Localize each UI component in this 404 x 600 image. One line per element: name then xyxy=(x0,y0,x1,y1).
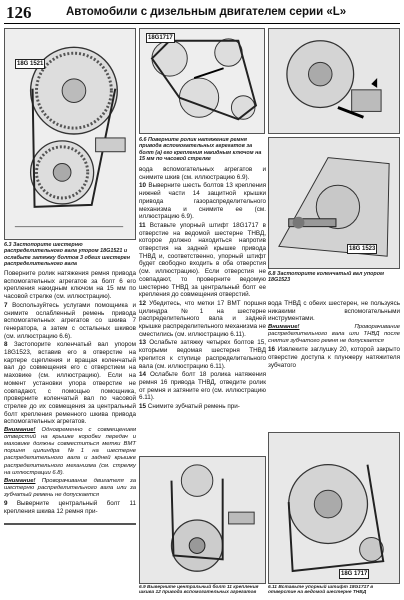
paragraph-6-cont: Поверните ролик натяжения ремня привода вспомогательных агрегатов за болт 6 его крепления накидным ключом на 15 мм по часовой стрелке (см. иллюстрацию). xyxy=(4,270,136,301)
column-1-text xyxy=(4,270,136,516)
paragraph-8: 8 Застопорите коленчатый вал упором 18G1523, вставив его в отверстие на картере сцепления и вращая коленчатый вал до совмещения его с отверстием на маховике (см. иллюстрацию). Если на момент установки упора отверстие не совпадают, с помощью помощника, проверните коленчатый вал по часовой стрелке до их совмещения за центральный болт крепления ременного шкива привода вспомогательных агрегатов. xyxy=(4,341,137,426)
warning-3: Внимание! Проворачивание распределительного вала или ТНВД после снятия зубчатого ремня не допускается xyxy=(268,324,400,345)
paragraph-9-cont: вода вспомогательных агрегатов и снимите шкив (см. иллюстрацию 6.9). xyxy=(139,166,266,181)
paragraph-13: 13 Ослабьте затяжку четырех болтов 15, которыми ведомая шестерня ТНВД крепится к ступице распределительного вала (см. иллюстрацию 6.11). xyxy=(139,339,267,370)
paragraph-14: 14 Ослабьте болт 18 ролика натяжения ремня 16 привода ТНВД, отведите ролик от ремня и затяните его (см. иллюстрацию 6.11). xyxy=(139,371,267,402)
figure-6-8 xyxy=(268,137,400,269)
paragraph-16: 16 Извлеките заглушку 20, которой закрыто отверстие доступа к плунжеру натяжителя зубчатого xyxy=(268,346,400,369)
figure-6-8-caption: 6.8 Застопорите коленчатый вал упором 18G1523 xyxy=(268,271,385,284)
figure-6-11-tool-tag: 18G 1717 xyxy=(341,571,368,577)
figure-6-11-drawing xyxy=(269,433,399,583)
page-number: 126 xyxy=(6,3,32,22)
figure-6-6 xyxy=(139,28,265,134)
warning-2: Внимание! Проворачивание двигателя за шестерню распределительного вала или за зубчатый ремень не допускается xyxy=(4,477,136,498)
figure-6-9-drawing xyxy=(140,457,265,583)
figure-6-6-drawing xyxy=(140,29,264,133)
page-header xyxy=(4,2,400,24)
running-title: Автомобили с дизельным двигателем серии «L» xyxy=(66,6,347,18)
figure-6-8-drawing xyxy=(269,138,399,268)
paragraph-11: 11 Вставьте упорный штифт 18G1717 в отверстие на ведомой шестерне ТНВД, которое должно находиться напротив отверстия на задней крышке привода ТНВД и, соответственно, упорный штифт будет свободно входить в оба отверстия (см. иллюстрацию). Если отверстия не совпадают, то проверните ведомую шестерню ТНВД за центральный болт ее крепления до совмещения отверстий. xyxy=(139,221,266,299)
figure-6-9-caption: 6.9 Выверните центральный болт 11 крепления шкива 12 привода вспомогательных агрегатов xyxy=(139,585,259,595)
paragraph-15: 15 Снимите зубчатый ремень при- xyxy=(139,403,240,411)
figure-6-8-tool-tag: 18G 1523 xyxy=(349,246,376,252)
figure-6-4 xyxy=(4,523,136,525)
paragraph-12: 12 Убедитесь, что метки 17 ВМТ поршня цилиндра №1 на шестерне распределительного вала и задней крышке распределительного механизма не сместились (см. иллюстрацию 6.11). xyxy=(139,299,267,338)
figure-6-6-tool-tag: 18G1717 xyxy=(148,35,173,41)
figure-6-11-caption: 6.11 Вставьте упорный штифт 18G1717 в отверстие на ведомой шестерне ТНВД xyxy=(268,585,374,595)
figure-6-9 xyxy=(139,456,266,584)
figure-6-7-drawing xyxy=(269,29,399,133)
figure-6-7 xyxy=(268,28,400,134)
figure-6-3-tool-tag: 18G 1521 xyxy=(17,61,44,67)
column-2-text xyxy=(139,166,266,412)
paragraph-7: 7 Воспользуйтесь услугами помощника и снимите ослабленный ремень привода вспомогательных агрегатов со шкива 7 генератора, а затем с остальных шкивов (см. иллюстрацию 6.6). xyxy=(4,301,136,340)
paragraph-9: 9 Выверните центральный болт 11 крепления шкива 12 ремня при- xyxy=(4,500,136,515)
figure-6-11 xyxy=(268,432,400,584)
figure-6-6-caption: 6.6 Поверните ролик натяжения ремня привода вспомогательных агрегатов за болт (а) его крепления накидным ключом на 15 мм по часовой стрелке xyxy=(139,137,262,162)
paragraph-15-cont: вода ТНВД с обеих шестерен, не пользуясь никакими вспомогательными инструментами. xyxy=(268,300,400,323)
warning-1: Внимание! Одновременно с совмещением отверстий на крышке коробки передач и маховике должны совместиться метки ВМТ поршня цилиндра №1 на шестерне распределительного вала и задней крышке распределительного механизма (см. стрелку на иллюстрации 6.8). xyxy=(4,427,136,476)
paragraph-10: 10 Выверните шесть болтов 13 крепления нижней части 14 защитной крышки привода газораспределительного механизма и снимите ее (см. иллюстрацию 6.9). xyxy=(139,182,267,221)
figure-6-3-caption: 6.3 Застопорите шестерню распределительного вала упором 18G1521 и ослабьте затяжку болтов 3 обеих шестерен распределительного вала xyxy=(4,242,131,267)
column-3-text xyxy=(268,300,400,371)
figure-6-3 xyxy=(4,28,136,240)
